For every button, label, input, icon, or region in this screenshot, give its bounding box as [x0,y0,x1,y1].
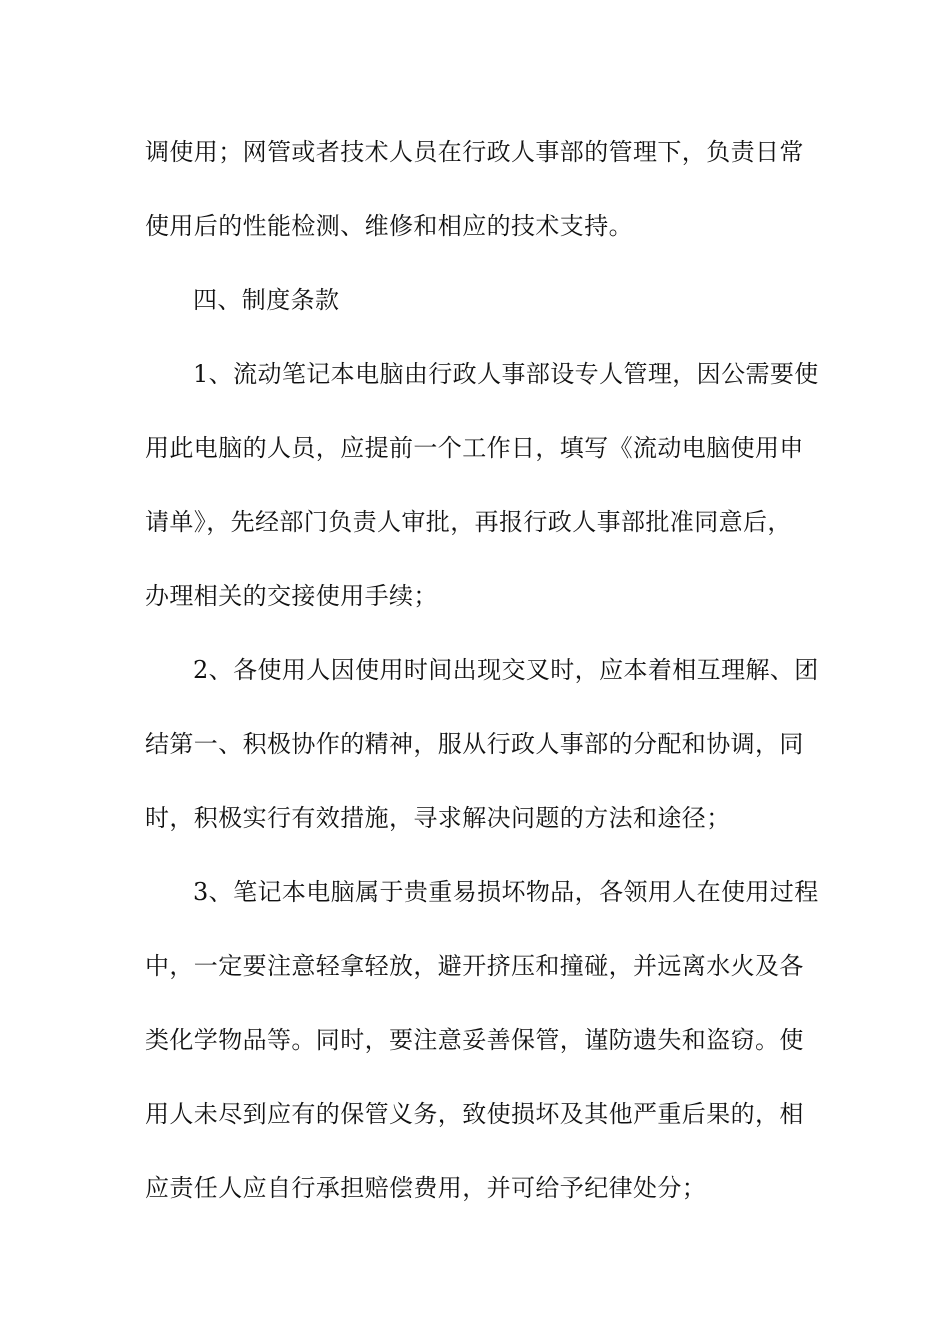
clause-3-line-3: 类化学物品等。同时，要注意妥善保管，谨防遗失和盗窃。使 [145,1026,804,1054]
clause-1-line-4: 办理相关的交接使用手续； [145,582,438,610]
text-line-2: 使用后的性能检测、维修和相应的技术支持。 [145,212,633,240]
section-heading: 四、制度条款 [193,286,340,314]
clause-1-line-2: 用此电脑的人员，应提前一个工作日，填写《流动电脑使用申 [145,434,804,462]
clause-3-line-1: 3、笔记本电脑属于贵重易损坏物品，各领用人在使用过程 [193,878,819,906]
clause-3-line-2: 中，一定要注意轻拿轻放，避开挤压和撞碰，并远离水火及各 [145,952,804,980]
clause-1-line-3: 请单》，先经部门负责人审批，再报行政人事部批准同意后， [145,508,792,536]
clause-2-line-2: 结第一、积极协作的精神，服从行政人事部的分配和协调，同 [145,730,804,758]
clause-1-line-1: 1、流动笔记本电脑由行政人事部设专人管理，因公需要使 [193,360,819,388]
clause-3-line-4: 用人未尽到应有的保管义务，致使损坏及其他严重后果的，相 [145,1100,804,1128]
text-line-1: 调使用；网管或者技术人员在行政人事部的管理下，负责日常 [145,138,804,166]
clause-2-line-3: 时，积极实行有效措施，寻求解决问题的方法和途径； [145,804,731,832]
clause-2-line-1: 2、各使用人因使用时间出现交叉时，应本着相互理解、团 [193,656,819,684]
clause-3-line-5: 应责任人应自行承担赔偿费用，并可给予纪律处分； [145,1174,707,1202]
